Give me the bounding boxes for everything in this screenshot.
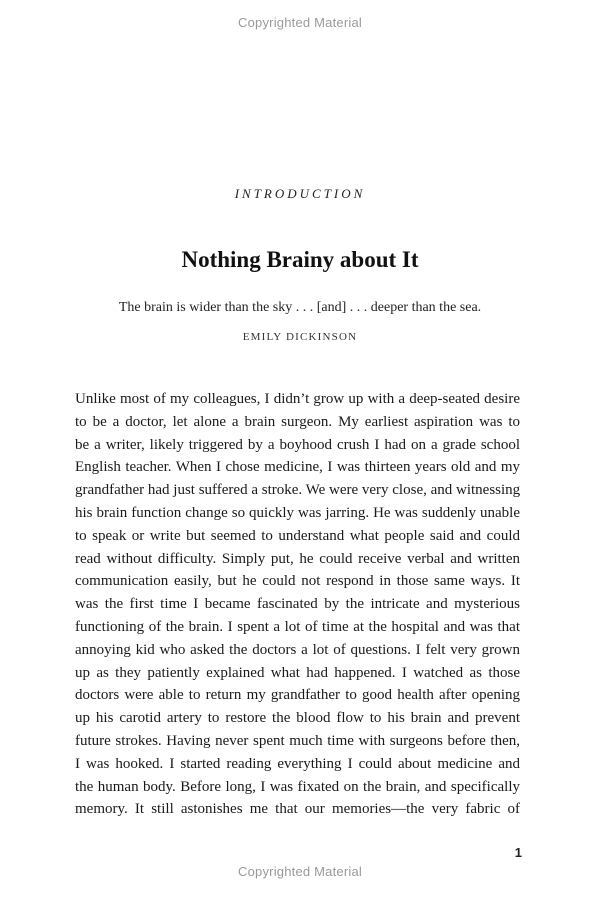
body-line: memory. It still astonishes me that our memories—the very fabric of xyxy=(75,801,520,818)
body-line: to be a doctor, let alone a brain surgeon. My earliest aspiration was to xyxy=(75,413,520,430)
body-line: was the first time I became fascinated by the intricate and mysterious xyxy=(75,596,520,613)
body-line: up as they patiently explained what had happened. I watched as those xyxy=(75,664,520,681)
body-line: functioning of the brain. I spent a lot of time at the hospital and was that xyxy=(75,618,520,635)
chapter-title: Nothing Brainy about It xyxy=(181,247,419,272)
body-line: grandfather had just suffered a stroke. We were very close, and witnessing xyxy=(75,482,520,499)
body-paragraph xyxy=(75,388,520,821)
copyright-watermark-bottom: Copyrighted Material xyxy=(238,864,362,879)
body-line: communication easily, but he could not respond in those same ways. It xyxy=(75,573,520,590)
body-line: English teacher. When I chose medicine, I was thirteen years old and my xyxy=(75,459,520,476)
body-line: the human body. Before long, I was fixated on the brain, and specifically xyxy=(75,778,520,795)
body-line: doctors were able to return my grandfather to good health after opening xyxy=(75,687,520,704)
body-line: Unlike most of my colleagues, I didn’t grow up with a deep-seated desire xyxy=(75,391,520,407)
body-line: to speak or write but seemed to understand what people said and could xyxy=(75,527,520,544)
body-line: annoying kid who asked the doctors a lot of questions. I felt very grown xyxy=(75,641,520,658)
epigraph-author: EMILY DICKINSON xyxy=(242,331,358,343)
body-line: up his carotid artery to restore the blood flow to his brain and prevent xyxy=(75,710,520,727)
body-line: future strokes. Having never spent much time with surgeons before then, xyxy=(75,732,520,749)
body-line: I was hooked. I started reading everything I could about medicine and xyxy=(75,755,520,772)
body-line: read without difficulty. Simply put, he could receive verbal and written xyxy=(75,550,520,567)
epigraph-quote: The brain is wider than the sky . . . [and] . . . deeper than the sea. xyxy=(118,300,482,315)
body-line: be a writer, likely triggered by a boyhood crush I had on a grade school xyxy=(75,436,520,453)
chapter-label: INTRODUCTION xyxy=(234,186,366,201)
page-number: 1 xyxy=(514,845,522,860)
copyright-watermark-top: Copyrighted Material xyxy=(238,15,362,30)
body-line: his brain function change so quickly was jarring. He was suddenly unable xyxy=(75,504,520,521)
